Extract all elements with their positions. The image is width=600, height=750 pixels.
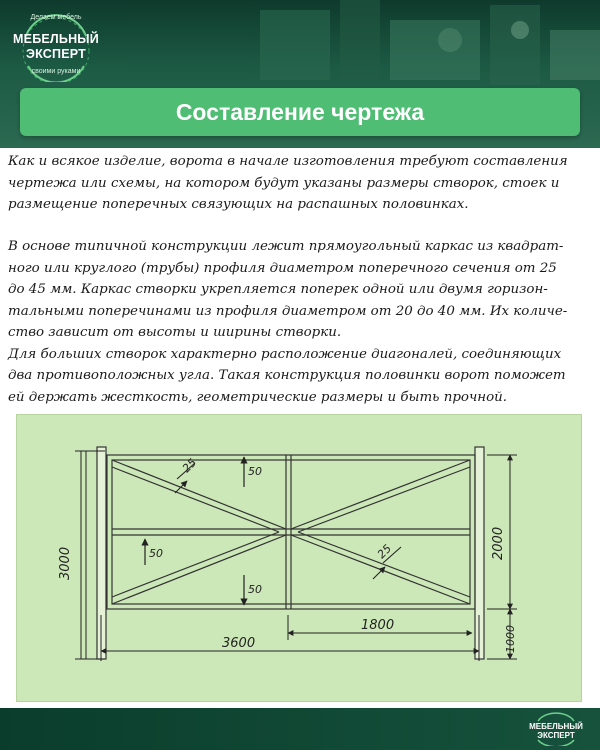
dim-label-1800: 1800 [361,618,395,633]
text-line: до 45 мм. Каркас створки укрепляется поперек одной или двумя горизон- [8,282,548,297]
text-line: чертежа или схемы, на котором будут указаны размеры створок, стоек и [8,175,560,191]
logo-tagline-bottom: своими руками [31,68,81,75]
footer-logo-line1: МЕБЕЛЬНЫЙ [529,722,583,731]
footer-logo-line2: ЭКСПЕРТ [537,731,575,740]
dim-label-50-bottom: 50 [248,583,262,596]
text-line: Для больших створок характерно расположение диагоналей, соединяющих [8,346,562,362]
footer-bar [0,708,600,750]
header-banner [0,0,600,148]
section-title-bar [20,88,580,136]
text-line: ного или круглого (трубы) профиля диаметром поперечного сечения от 25 [8,260,557,276]
dim-label-3000: 3000 [58,546,73,580]
logo-tagline-top: Делаем мебель [30,14,82,21]
dim-label-25-b: 25 [374,542,395,562]
dim-label-50-mid: 50 [149,547,163,560]
text-line: два противоположных угла. Такая конструкция половинки ворот поможет [8,368,566,383]
construction-paragraph [8,236,596,408]
gate-leaves [107,455,475,609]
footer-logo[interactable] [526,712,586,746]
text-line: ей держать жесткость, геометрические размеры и быть прочной. [8,389,508,405]
dim-total-width [101,615,479,661]
logo-name-line1: МЕБЕЛЬНЫЙ [13,32,99,46]
diagonal-markers [175,463,401,579]
brand-logo[interactable] [8,6,104,82]
text-line: Как и всякое изделие, ворота в начале изготовления требуют составления [8,154,568,169]
logo-name-line2: ЭКСПЕРТ [26,47,86,61]
gate-blueprint [17,415,583,703]
dim-label-2000: 2000 [491,526,506,560]
text-line: размещение поперечных связующих на распашных половинках. [8,197,469,212]
dim-label-50-top: 50 [248,465,262,478]
text-line: тальными поперечинами из профиля диаметром от 20 до 40 мм. Их количе- [8,303,568,319]
dim-label-3600: 3600 [222,636,256,651]
text-line: ство зависит от высоты и ширины створки. [8,325,342,340]
intro-paragraph [8,151,596,216]
gate-drawing [16,414,582,702]
page-title: Составление чертежа [175,98,425,125]
text-line: В основе типичной конструкции лежит прямоугольный каркас из квадрат- [8,239,564,254]
dim-label-1000: 1000 [504,625,517,653]
dim-label-25-a: 25 [179,456,200,476]
